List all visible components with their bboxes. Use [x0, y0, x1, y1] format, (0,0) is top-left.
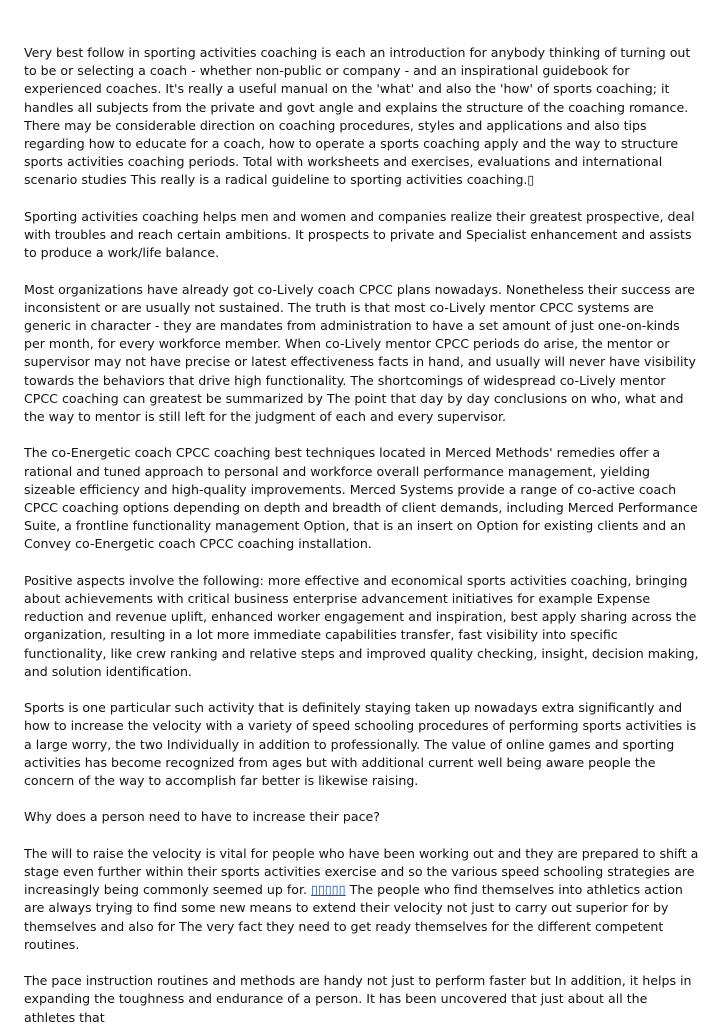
paragraph-text-before-link: The will to raise the velocity is vital for people who have been working out and they are prepared to shift a stage even further within their sports activities exercise and so the various speed schooling strategies are increasingly being commonly seemed up for. — [24, 845, 699, 898]
paragraph-pace-instruction: The pace instruction routines and methods are handy not just to perform faster but In addition, it helps in expanding the toughness and endurance of a person. It has been uncovered that just about all the athletes that — [24, 973, 692, 1025]
paragraph-organizations: Most organizations have already got co-Lively coach CPCC plans nowadays. Nonetheless their success are inconsistent or are usually not sustained. The truth is that most co-Lively mentor CPCC systems are generic in character - they are mandates from administration to have a set amount of just one-on-kinds per month, for every workforce member. When co-Lively mentor CPCC periods do arise, the mentor or supervisor may not have precise or latest effectiveness facts in hand, and usually will never have visibility towards the behaviors that drive high functionality. The shortcomings of widespread co-Lively mentor CPCC coaching can greatest be summarized by The point that day by day conclusions on who, what and the way to mentor is still left for the judgment of each and every supervisor. — [24, 281, 696, 425]
paragraph-text-after-link: The people who find themselves into athletics action are always trying to find some new means to extend their velocity not just to carry out superior for by themselves and also for The very fact they need to get ready themselves for the different competent routines. — [24, 882, 683, 952]
paragraph-positive-aspects: Positive aspects involve the following: more effective and economical sports activities coaching, bringing about achievements with critical business enterprise advancement initiatives for example Expense reduction and revenue uplift, enhanced worker engagement and inspiration, best apply sharing across the organization, resulting in a lot more immediate capabilities transfer, fast visibility into specific functionality, like crew ranking and relative steps and improved quality checking, insight, decision making, and solution identification. — [24, 572, 699, 679]
paragraph-sports-velocity: Sports is one particular such activity that is definitely staying taken up nowadays extra significantly and how to increase the velocity with a variety of speed schooling procedures of performing sports activities is a large worry, the two Individually in addition to professionally. The value of online games and sporting activities has become recognized from ages but with additional current well being aware people the concern of the way to accomplish far better is likewise raising. — [24, 700, 697, 789]
paragraph-with-link — [24, 845, 702, 954]
paragraph-benefits: Sporting activities coaching helps men and women and companies realize their greatest prospective, deal with troubles and reach certain ambitions. It prospects to private and Specialist enhancement and assists to produce a work/life balance. — [24, 208, 695, 261]
paragraph-merced-methods: The co-Energetic coach CPCC coaching best techniques located in Merced Methods' remedies offer a rational and tuned approach to personal and workforce overall performance management, yielding sizeable efficiency and high-quality improvements. Merced Systems provide a range of co-active coach CPCC coaching options depending on depth and breadth of client demands, including Merced Performance Suite, a frontline functionality management Option, that is an insert on Option for existing clients and an Convey co-Energetic coach CPCC coaching installation. — [24, 445, 698, 552]
paragraph-question: Why does a person need to have to increase their pace? — [24, 809, 380, 825]
inline-link[interactable]: ▯▯▯▯▯ — [311, 882, 346, 898]
paragraph-intro: Very best follow in sporting activities coaching is each an introduction for anybody thinking of turning out to be or selecting a coach - whether non-public or company - and an inspirational guidebook for experienced coaches. It's really a useful manual on the 'what' and also the 'how' of sports coaching; it handles all subjects from the private and govt angle and explains the structure of the coaching romance. There may be considerable direction on coaching procedures, styles and applications and also tips regarding how to educate for a coach, how to operate a sports coaching apply and the way to structure sports activities coaching periods. Total with worksheets and exercises, evaluations and international scenario studies This really is a radical guideline to sporting activities coaching.▯ — [24, 45, 691, 188]
